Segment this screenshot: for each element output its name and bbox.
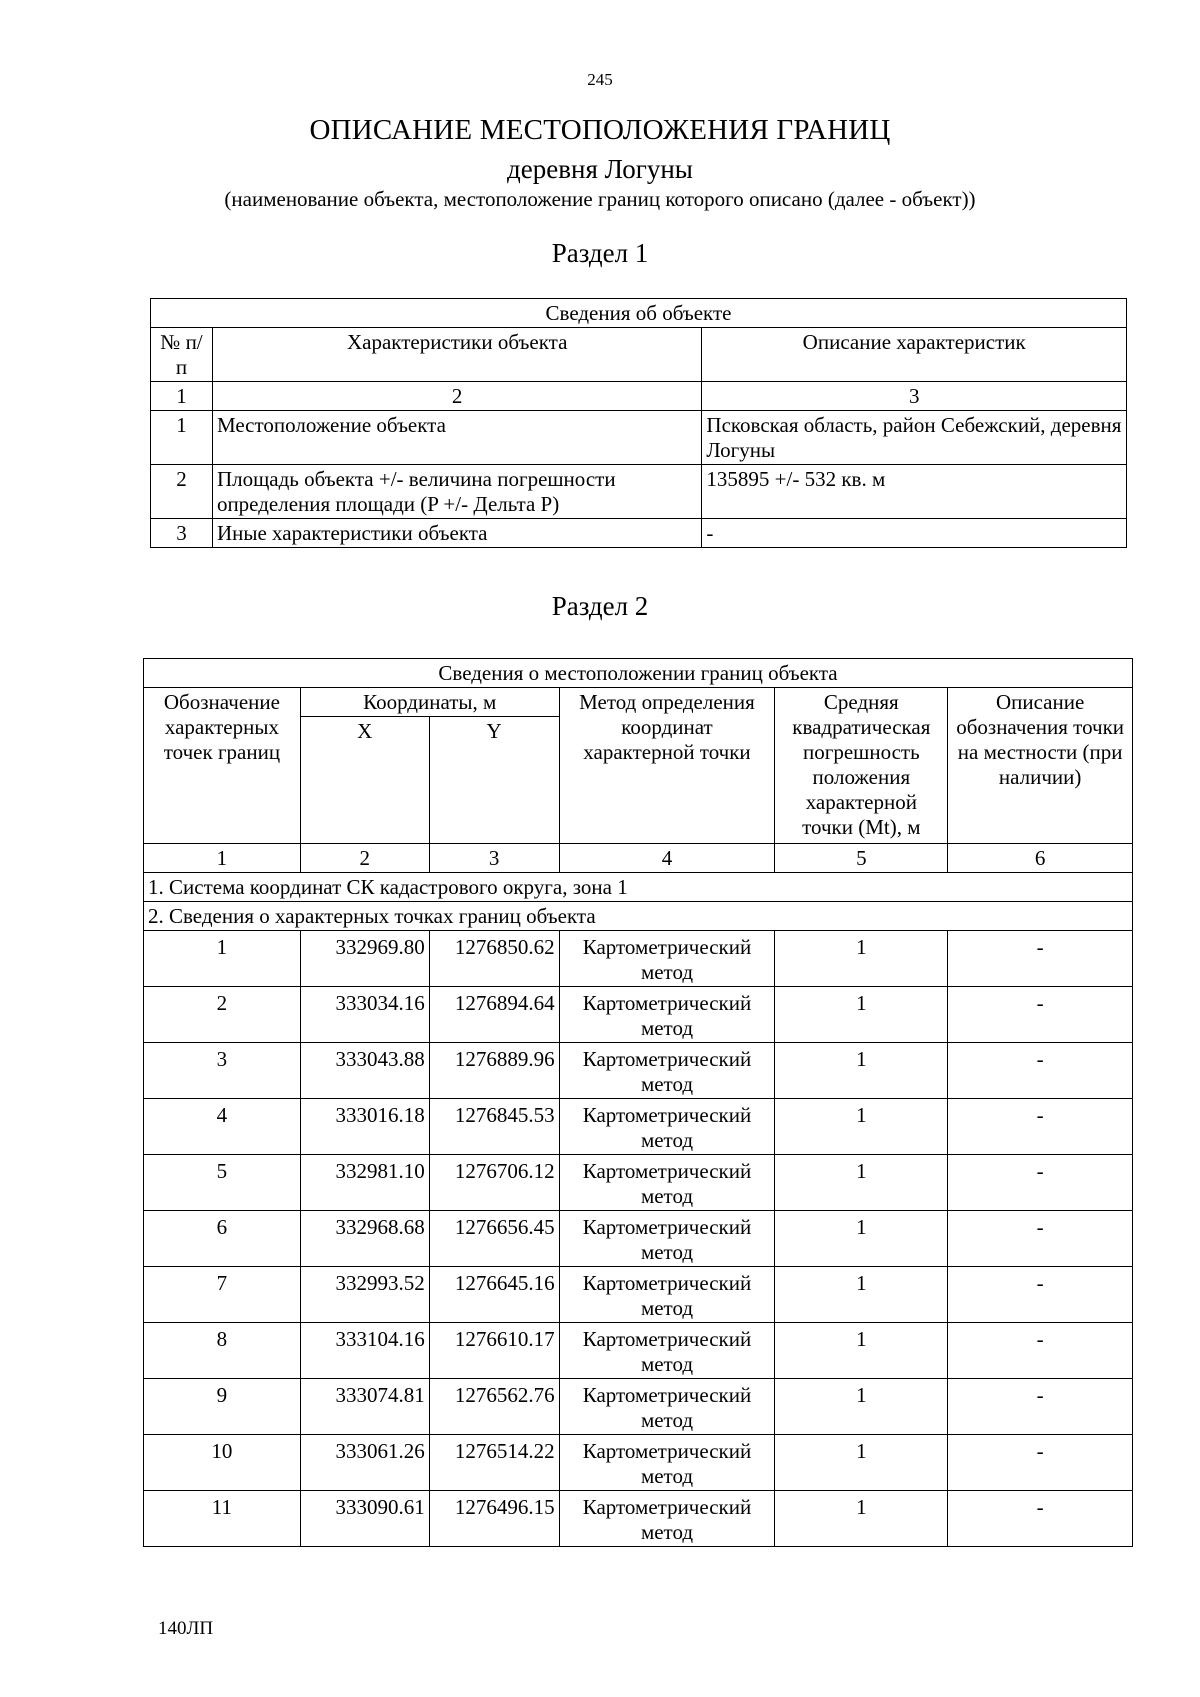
column-header-point: Обозначение характерных точек границ [144,688,301,844]
point-method: Картометрический метод [559,1099,775,1155]
column-number: 1 [144,844,301,873]
point-y: 1276850.62 [429,931,559,987]
table-row [144,1267,1133,1323]
point-y: 1276610.17 [429,1323,559,1379]
footer-code: 140ЛП [158,1618,214,1639]
point-description: - [948,1099,1133,1155]
column-number: 2 [300,844,429,873]
point-x: 333061.26 [300,1435,429,1491]
table-row [144,1099,1133,1155]
point-error: 1 [775,1323,948,1379]
point-error: 1 [775,987,948,1043]
point-description: - [948,1211,1133,1267]
row-number: 3 [151,519,213,548]
point-x: 333104.16 [300,1323,429,1379]
column-number: 5 [775,844,948,873]
point-x: 332993.52 [300,1267,429,1323]
column-number: 3 [429,844,559,873]
point-id: 6 [144,1211,301,1267]
point-x: 332981.10 [300,1155,429,1211]
table-row [144,1435,1133,1491]
column-header-error: Средняя квадратическая погрешность положения характерной точки (Mt), м [775,688,948,844]
table-row [144,1155,1133,1211]
point-x: 332968.68 [300,1211,429,1267]
section1-heading: Раздел 1 [551,238,649,268]
table-row [144,1379,1133,1435]
point-error: 1 [775,1435,948,1491]
points-heading: 2. Сведения о характерных точках границ объекта [144,902,1133,931]
point-y: 1276645.16 [429,1267,559,1323]
column-header-point-description: Описание обозначения точки на местности (при наличии) [948,688,1133,844]
column-number: 6 [948,844,1133,873]
column-number: 1 [151,382,213,411]
point-error: 1 [775,1379,948,1435]
column-number: 2 [212,382,701,411]
row-characteristic: Площадь объекта +/- величина погрешности определения площади (P +/- Дельта P) [212,465,701,519]
point-id: 11 [144,1491,301,1547]
row-number: 2 [151,465,213,519]
point-x: 332969.80 [300,931,429,987]
point-error: 1 [775,1267,948,1323]
point-method: Картометрический метод [559,1323,775,1379]
column-header-x: X [300,717,429,844]
coordinate-system: 1. Система координат СК кадастрового округа, зона 1 [144,873,1133,902]
column-header-method: Метод определения координат характерной точки [559,688,775,844]
point-y: 1276845.53 [429,1099,559,1155]
point-error: 1 [775,1211,948,1267]
point-x: 333043.88 [300,1043,429,1099]
table-row [144,1211,1133,1267]
column-number: 4 [559,844,775,873]
point-description: - [948,1491,1133,1547]
section2-heading: Раздел 2 [551,591,649,621]
table-row [151,411,1127,465]
boundary-points-table-title: Сведения о местоположении границ объекта [144,659,1133,688]
column-header-number: № п/п [151,328,213,382]
row-characteristic: Местоположение объекта [212,411,701,465]
point-y: 1276514.22 [429,1435,559,1491]
points-body [144,931,1133,1547]
point-description: - [948,987,1133,1043]
row-value: Псковская область, район Себежский, деревня Логуны [702,411,1127,465]
table-row [151,519,1127,548]
point-y: 1276562.76 [429,1379,559,1435]
point-x: 333090.61 [300,1491,429,1547]
point-id: 2 [144,987,301,1043]
row-value: 135895 +/- 532 кв. м [702,465,1127,519]
table-row [144,931,1133,987]
point-error: 1 [775,1099,948,1155]
table-row [144,1323,1133,1379]
point-description: - [948,1379,1133,1435]
point-method: Картометрический метод [559,987,775,1043]
point-method: Картометрический метод [559,1155,775,1211]
row-value: - [702,519,1127,548]
table-row [144,987,1133,1043]
point-method: Картометрический метод [559,1267,775,1323]
point-error: 1 [775,1155,948,1211]
point-method: Картометрический метод [559,1435,775,1491]
point-id: 5 [144,1155,301,1211]
point-y: 1276496.15 [429,1491,559,1547]
boundary-points-table [143,658,1133,1547]
point-id: 10 [144,1435,301,1491]
column-header-description: Описание характеристик [702,328,1127,382]
object-info-table [150,298,1127,548]
object-info-table-title: Сведения об объекте [151,299,1127,328]
table-row [144,1043,1133,1099]
point-description: - [948,1155,1133,1211]
point-method: Картометрический метод [559,931,775,987]
point-x: 333016.18 [300,1099,429,1155]
point-y: 1276656.45 [429,1211,559,1267]
point-description: - [948,1323,1133,1379]
point-description: - [948,1267,1133,1323]
point-y: 1276889.96 [429,1043,559,1099]
table-row [144,1491,1133,1547]
point-method: Картометрический метод [559,1211,775,1267]
point-y: 1276894.64 [429,987,559,1043]
row-number: 1 [151,411,213,465]
point-id: 1 [144,931,301,987]
point-id: 3 [144,1043,301,1099]
point-x: 333034.16 [300,987,429,1043]
document-caption: (наименование объекта, местоположение границ которого описано (далее - объект)) [224,187,976,211]
table-row [151,465,1127,519]
point-description: - [948,1043,1133,1099]
document-title: ОПИСАНИЕ МЕСТОПОЛОЖЕНИЯ ГРАНИЦ [309,114,891,146]
row-characteristic: Иные характеристики объекта [212,519,701,548]
point-x: 333074.81 [300,1379,429,1435]
point-description: - [948,1435,1133,1491]
point-method: Картометрический метод [559,1379,775,1435]
column-header-characteristics: Характеристики объекта [212,328,701,382]
point-id: 7 [144,1267,301,1323]
point-error: 1 [775,1043,948,1099]
point-method: Картометрический метод [559,1043,775,1099]
point-description: - [948,931,1133,987]
point-method: Картометрический метод [559,1491,775,1547]
point-id: 9 [144,1379,301,1435]
point-id: 8 [144,1323,301,1379]
point-error: 1 [775,931,948,987]
column-header-coordinates: Координаты, м [300,688,559,717]
point-id: 4 [144,1099,301,1155]
point-error: 1 [775,1491,948,1547]
page-number: 245 [587,70,613,89]
point-y: 1276706.12 [429,1155,559,1211]
column-number: 3 [702,382,1127,411]
document-subtitle: деревня Логуны [507,154,693,184]
column-header-y: Y [429,717,559,844]
